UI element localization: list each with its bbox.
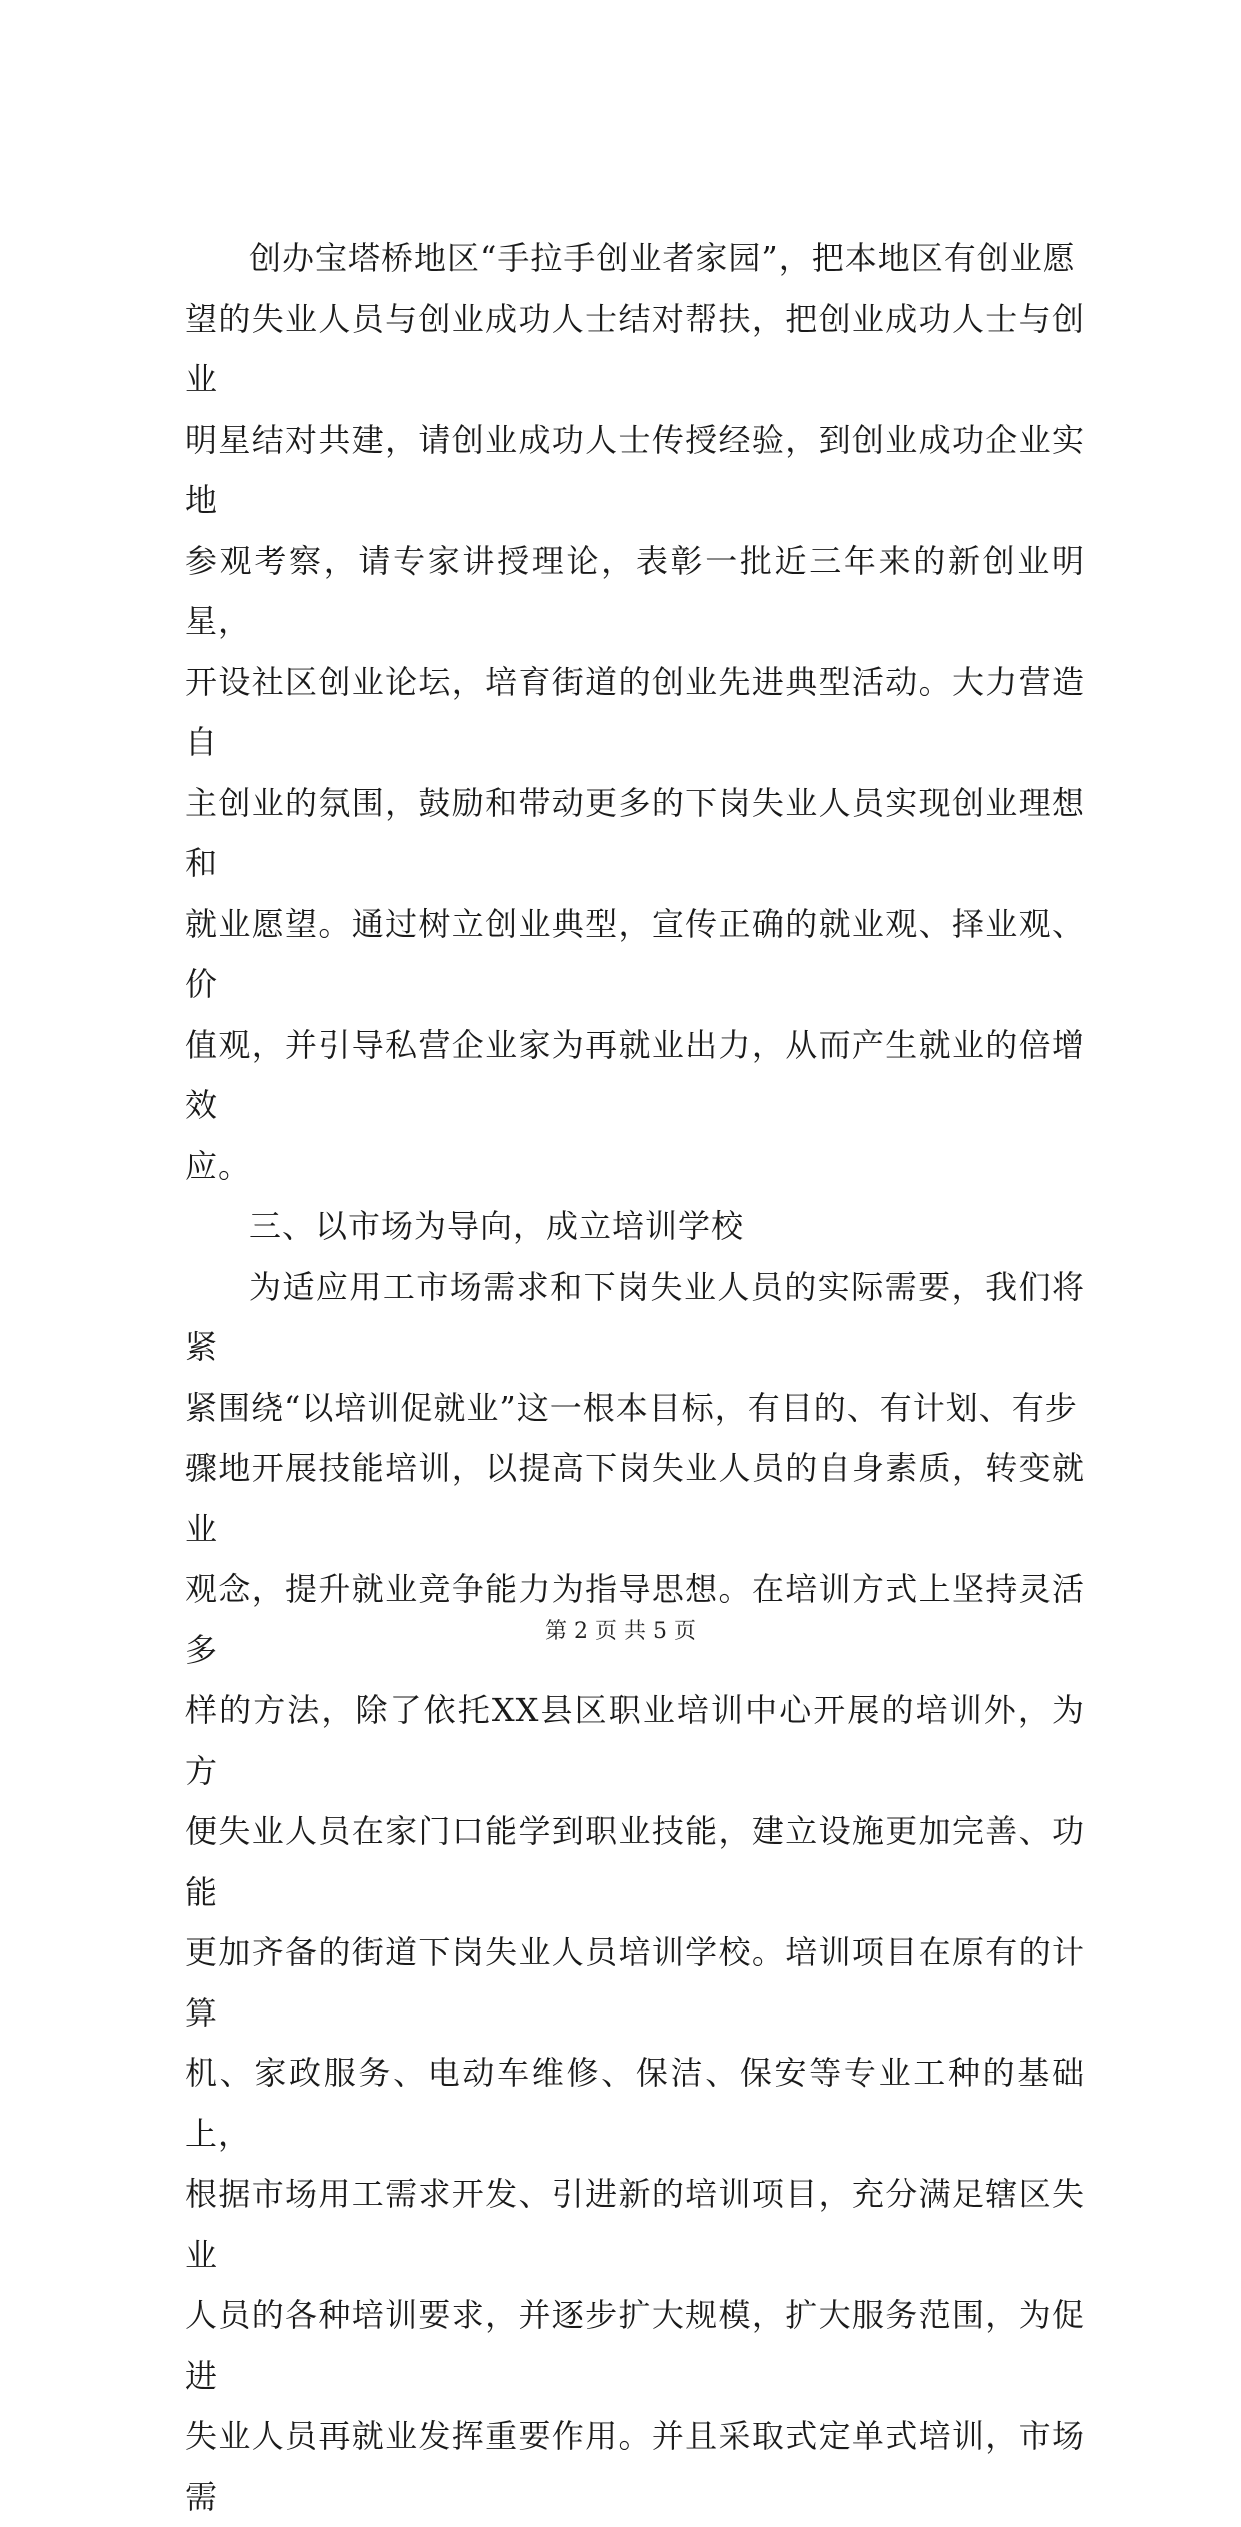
body-paragraph: 创办宝塔桥地区“手拉手创业者家园”，把本地区有创业愿 望的失业人员与创业成功人士结对帮扶，把创业成功人士与创业 明星结对共建，请创业成功人士传授经验，到创业成功企业实地 参观考察，请专家讲授理论，表彰一批近三年来的新创业明星， 开设社区创业论坛，培育街道的创业先进典型活动。大力营造自 主创业的氛围，鼓励和带动更多的下岗失业人员实现创业理想和 就业愿望。通过树立创业典型，宣传正确的就业观、择业观、价 值观，并引导私营企业家为再就业出力，从而产生就业的倍增效 应。 <box>185 228 1085 1196</box>
section-heading: 三、以市场为导向，成立培训学校 <box>185 1196 1085 1257</box>
body-paragraph: 为适应用工市场需求和下岗失业人员的实际需要，我们将紧 紧围绕“以培训促就业”这一根本目标，有目的、有计划、有步 骤地开展技能培训，以提高下岗失业人员的自身素质，转变就业 观念，提升就业竞争能力为指导思想。在培训方式上坚持灵活多 样的方法，除了依托XX县区职业培训中心开展的培训外，为方 便失业人员在家门口能学到职业技能，建立设施更加完善、功能 更加齐备的街道下岗失业人员培训学校。培训项目在原有的计算 机、家政服务、电动车维修、保洁、保安等专业工种的基础上， 根据市场用工需求开发、引进新的培训项目，充分满足辖区失业 人员的各种培训要求，并逐步扩大规模，扩大服务范围，为促进 失业人员再就业发挥重要作用。并且采取式定单式培训，市场需 <box>185 1257 1085 2527</box>
page-number-footer: 第 2 页 共 5 页 <box>0 1614 1241 1645</box>
document-body <box>185 228 1085 2527</box>
